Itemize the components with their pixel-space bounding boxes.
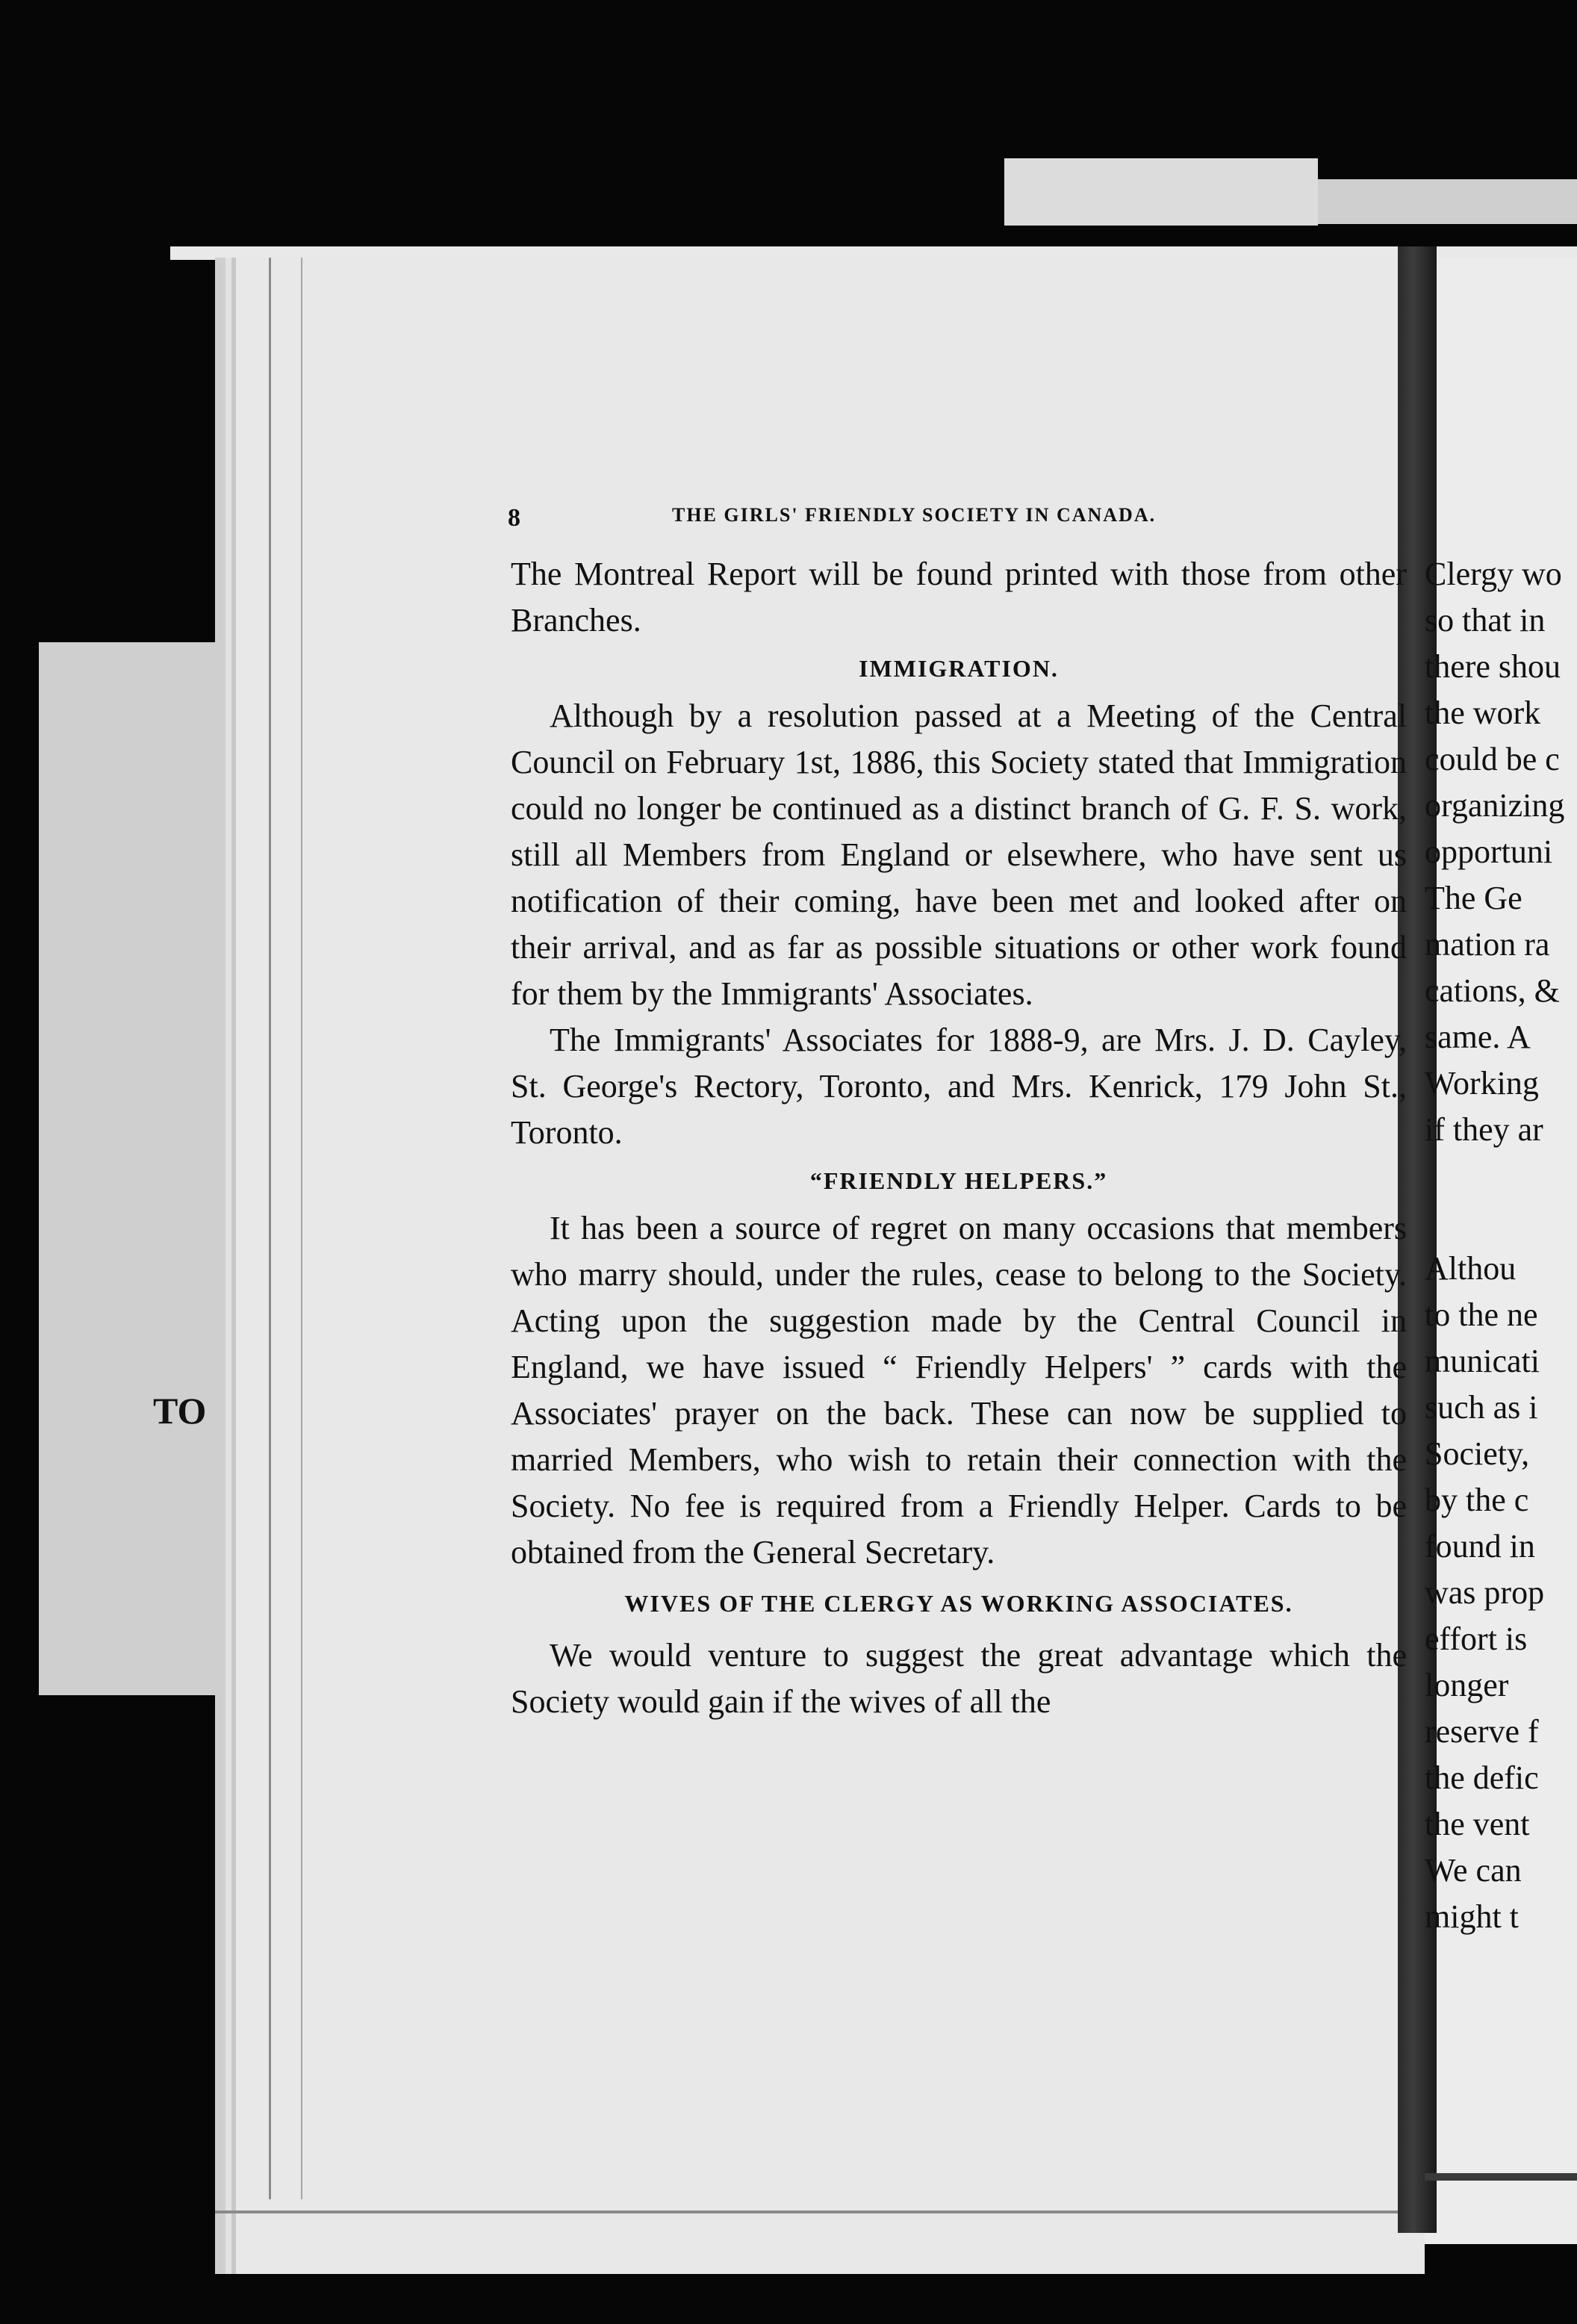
heading-wives-of-clergy: WIVES OF THE CLERGY AS WORKING ASSOCIATES. (624, 1590, 1293, 1617)
right-page-line: the vent (1425, 1806, 1530, 1842)
right-page-line: Society, (1425, 1435, 1530, 1472)
right-page-line: Althou (1425, 1250, 1517, 1287)
right-page-line: same. A (1425, 1019, 1531, 1055)
right-page-line: longer (1425, 1667, 1509, 1703)
right-page-line: found in (1425, 1528, 1535, 1565)
right-page-line: by the c (1425, 1482, 1529, 1518)
running-head: THE GIRLS' FRIENDLY SOCIETY IN CANADA. (672, 504, 1157, 526)
right-page-line: effort is (1425, 1621, 1528, 1657)
right-page-line: cations, & (1425, 972, 1560, 1009)
background-card-text: TO (153, 1390, 207, 1432)
right-page-line (1425, 1940, 1577, 1986)
right-page-line: organizing (1425, 787, 1565, 824)
top-paper-tab (1004, 158, 1318, 226)
right-page-line: if they ar (1425, 1111, 1543, 1148)
top-paper-tab-2 (1318, 179, 1577, 224)
paragraph-wives-of-clergy: We would venture to suggest the great advantage which the Society would gain if the wives of all the (511, 1637, 1407, 1720)
page-body (511, 551, 1407, 1725)
right-page-line (1425, 1153, 1577, 1199)
right-page-line (1425, 2033, 1577, 2079)
paragraph-montreal-report: The Montreal Report will be found printed with those from other Branches. (511, 556, 1407, 639)
right-page-line: the defic (1425, 1759, 1539, 1796)
right-page-line: was prop (1425, 1574, 1545, 1611)
right-page-line: mation ra (1425, 926, 1550, 963)
right-page-line: reserve f (1425, 1713, 1539, 1750)
page-number: 8 (508, 504, 520, 532)
right-page-text-column (1425, 551, 1577, 2125)
right-page-line: such as i (1425, 1389, 1538, 1426)
right-page-line: there shou (1425, 648, 1561, 685)
right-page-line (1425, 2079, 1577, 2125)
right-page-line: to the ne (1425, 1296, 1538, 1333)
right-page-line: might t (1425, 1898, 1519, 1935)
page-bottom-edge (215, 2210, 1425, 2213)
right-page-line: The Ge (1425, 880, 1522, 916)
paragraph-immigration-2: The Immigrants' Associates for 1888-9, are Mrs. J. D. Cayley, St. George's Rectory, Toronto, and Mrs. Kenrick, 179 John St., Toronto. (511, 1022, 1407, 1151)
right-page-line: the work (1425, 695, 1541, 731)
right-page-line (1425, 1199, 1577, 1246)
right-page-line: so that in (1425, 602, 1546, 639)
heading-friendly-helpers: “FRIENDLY HELPERS.” (809, 1167, 1108, 1194)
paragraph-immigration-1: Although by a resolution passed at a Meeting of the Central Council on February 1st, 1886, this Society stated that Immigration could no longer be continued as a distinct branch of G. F. S. work, still all Members from England or elsewhere, who have sent us notification of their coming, have been met and looked after on their arrival, and as far as possible situations or other work found for them by the Immigrants' Associates. (511, 697, 1407, 1012)
page-edges (269, 258, 302, 2199)
right-page-line: Working (1425, 1065, 1539, 1102)
right-page-line: We can (1425, 1852, 1522, 1889)
heading-immigration: IMMIGRATION. (859, 655, 1059, 682)
right-page-line: could be c (1425, 741, 1560, 777)
paragraph-friendly-helpers: It has been a source of regret on many occasions that members who marry should, under the rules, cease to belong to the Society. Acting upon the suggestion made by the Central Council in England, we have issued “ Friendly Helpers' ” cards with the Associates' prayer on the back. These can now be supplied to married Members, who wish to retain their connection with the Society. No fee is required from a Friendly Helper. Cards to be obtained from the General Secretary. (511, 1210, 1407, 1570)
right-page-line (1425, 1986, 1577, 2033)
right-page-line: municati (1425, 1343, 1540, 1379)
right-page-bottom (1425, 2173, 1577, 2181)
right-page-line: opportuni (1425, 833, 1553, 870)
right-page-line: Clergy wo (1425, 556, 1562, 592)
